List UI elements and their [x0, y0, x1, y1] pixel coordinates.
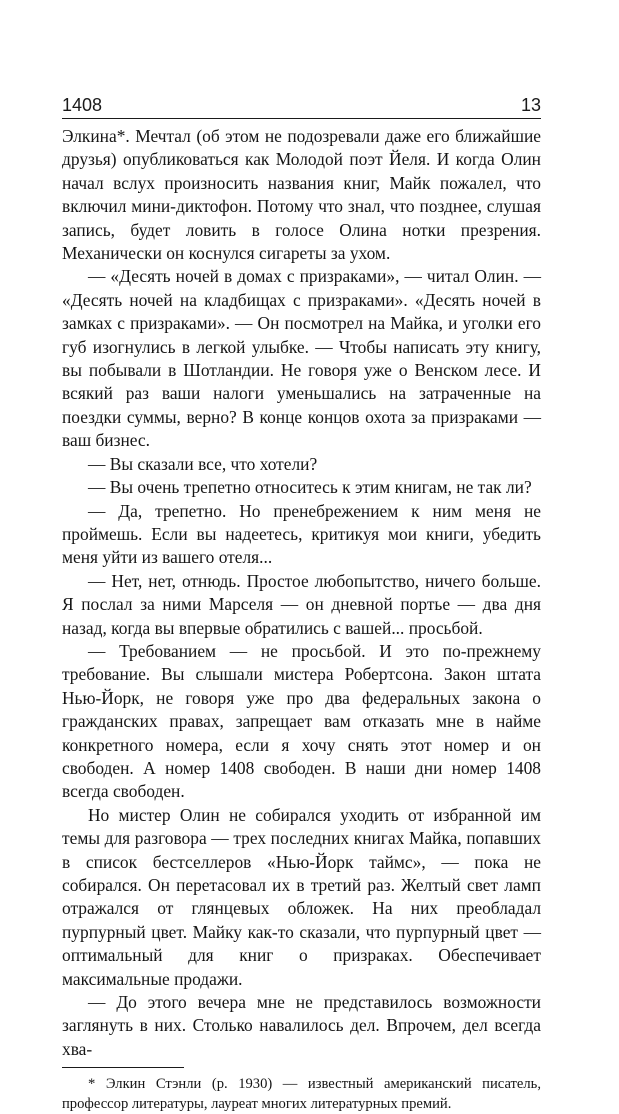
paragraph: Но мистер Олин не собирался уходить от избранной им темы для разговора — трех последних книгах Майка, попавших в список бестселлеров «Нью-Йорк таймс», — пока не собирался. Он перетасовал их в третий раз. Желтый свет ламп отражался от глянцевых обложек. На них преобладал пурпурный цвет. Майку как-то сказали, что пурпурный цвет — оптимальный для книг о призраках. Обеспечивает максимальные продажи. — [62, 804, 541, 989]
paragraph: — До этого вечера мне не представилось возможности заглянуть в них. Столько навалилось дел. Впрочем, дел всегда хва- — [62, 992, 541, 1059]
paragraph: — Вы очень трепетно относитесь к этим книгам, не так ли? — [88, 477, 532, 498]
footnote: * Элкин Стэнли (р. 1930) — известный американский писатель, профессор литературы, лауреат многих литературных премий. — [62, 1076, 541, 1113]
paragraph: Элкина*. Мечтал (об этом не подозревали даже его ближайшие друзья) опубликоваться как Молодой поэт Йеля. И когда Олин начал вслух произносить названия книг, Майк пожалел, что включил мини-диктофон. Потому что знал, что позднее, слушая запись, будет ловить в голосе Олина нотки презрения. Механически он коснулся сигареты за ухом. — [62, 126, 541, 264]
paragraph: — Да, трепетно. Но пренебрежением к ним меня не проймешь. Если вы надеетесь, критикуя мои книги, убедить меня уйти из вашего отеля... — [62, 500, 541, 568]
paragraph: — Нет, нет, отнюдь. Простое любопытство, ничего больше. Я послал за ними Марселя — он дневной портье — два дня назад, когда вы впервые обратились с вашей... просьбой. — [62, 570, 541, 638]
body-text — [62, 125, 541, 1061]
page-number: 13 — [520, 95, 541, 115]
book-title: 1408 — [62, 95, 103, 115]
book-page — [62, 86, 541, 1114]
paragraph: — Требованием — не просьбой. И это по-прежнему требование. Вы слышали мистера Робертсона. Закон штата Нью-Йорк, не говоря уже про два федеральных закона о гражданских правах, запрещает вам отказать мне в найме конкретного номера, если я хочу снять этот номер и он свободен. А номер 1408 свободен. В наши дни номер 1408 всегда свободен. — [62, 640, 541, 802]
running-header — [62, 86, 541, 119]
paragraph: — «Десять ночей в домах с призраками», — читал Олин. — «Десять ночей на кладбищах с призраками». «Десять ночей в замках с призраками». — Он посмотрел на Майка, и уголки его губ изогнулись в легкой улыбке. — Чтобы написать эту книгу, вы побывали в Шотландии. Не говоря уже о Венском лесе. И всякий раз ваши налоги уменьшались на затраченные на поездки суммы, верно? В конце концов охота за призраками — ваш бизнес. — [62, 266, 541, 451]
footnote-divider — [62, 1067, 184, 1068]
paragraph: — Вы сказали все, что хотели? — [88, 453, 318, 474]
